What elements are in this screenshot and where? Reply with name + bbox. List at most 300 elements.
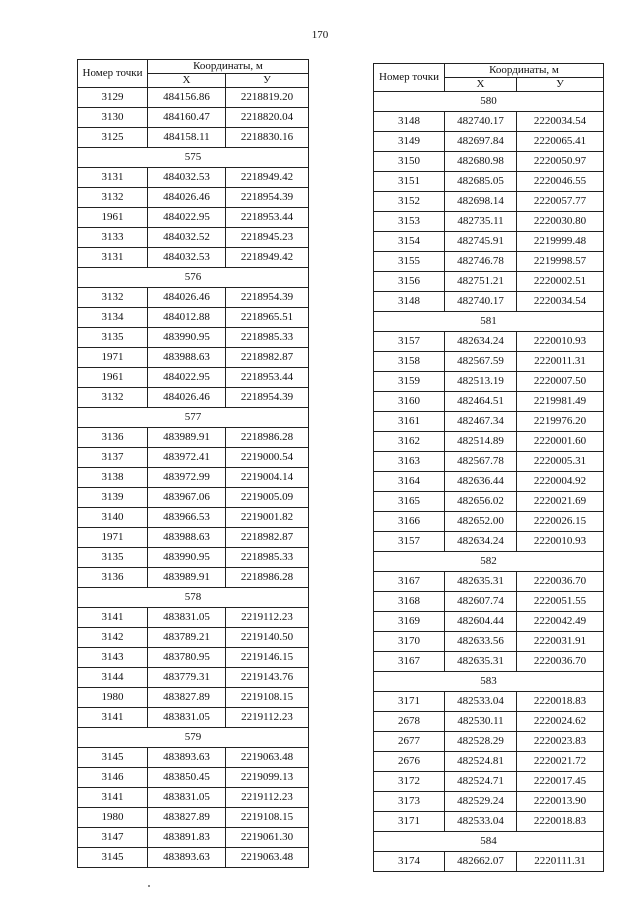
y-coordinate-cell: 2220034.54 xyxy=(517,292,604,312)
coordinates-header: Координаты, м xyxy=(445,64,604,78)
x-coordinate-cell: 482464.51 xyxy=(445,392,517,412)
point-number-cell: 3168 xyxy=(374,592,445,612)
table-row xyxy=(374,512,604,532)
table-row xyxy=(78,768,309,788)
point-number-cell: 1961 xyxy=(78,208,148,228)
point-number-cell: 1971 xyxy=(78,348,148,368)
y-coordinate-cell: 2219004.14 xyxy=(226,468,309,488)
table-row xyxy=(374,292,604,312)
point-number-cell: 3152 xyxy=(374,192,445,212)
y-coordinate-cell: 2220050.97 xyxy=(517,152,604,172)
y-coordinate-cell: 2219112.23 xyxy=(226,788,309,808)
x-header: X xyxy=(445,78,517,92)
point-number-cell: 3141 xyxy=(78,608,148,628)
point-number-cell: 3172 xyxy=(374,772,445,792)
x-coordinate-cell: 482513.19 xyxy=(445,372,517,392)
y-coordinate-cell: 2219099.13 xyxy=(226,768,309,788)
y-coordinate-cell: 2220034.54 xyxy=(517,112,604,132)
y-coordinate-cell: 2220024.62 xyxy=(517,712,604,732)
point-number-cell: 3145 xyxy=(78,848,148,868)
x-coordinate-cell: 482604.44 xyxy=(445,612,517,632)
table-row xyxy=(374,812,604,832)
table-row xyxy=(78,628,309,648)
x-coordinate-cell: 483989.91 xyxy=(148,428,226,448)
point-number-cell: 3171 xyxy=(374,692,445,712)
table-row xyxy=(374,372,604,392)
x-coordinate-cell: 482607.74 xyxy=(445,592,517,612)
x-coordinate-cell: 483972.99 xyxy=(148,468,226,488)
y-coordinate-cell: 2220007.50 xyxy=(517,372,604,392)
table-row xyxy=(78,108,309,128)
y-coordinate-cell: 2220001.60 xyxy=(517,432,604,452)
table-row xyxy=(374,612,604,632)
y-coordinate-cell: 2218985.33 xyxy=(226,328,309,348)
section-number: 584 xyxy=(374,832,604,852)
y-header: У xyxy=(517,78,604,92)
y-coordinate-cell: 2219005.09 xyxy=(226,488,309,508)
x-coordinate-cell: 484026.46 xyxy=(148,388,226,408)
table-row xyxy=(78,188,309,208)
y-coordinate-cell: 2220057.77 xyxy=(517,192,604,212)
point-number-cell: 3131 xyxy=(78,248,148,268)
y-coordinate-cell: 2220018.83 xyxy=(517,812,604,832)
point-number-cell: 1961 xyxy=(78,368,148,388)
coordinates-table-right xyxy=(373,63,604,872)
x-coordinate-cell: 484160.47 xyxy=(148,108,226,128)
y-coordinate-cell: 2219063.48 xyxy=(226,848,309,868)
table-row xyxy=(374,112,604,132)
point-number-cell: 3129 xyxy=(78,88,148,108)
table-row xyxy=(374,232,604,252)
x-coordinate-cell: 482652.00 xyxy=(445,512,517,532)
point-number-cell: 3163 xyxy=(374,452,445,472)
section-number: 579 xyxy=(78,728,309,748)
y-coordinate-cell: 2218820.04 xyxy=(226,108,309,128)
y-coordinate-cell: 2218953.44 xyxy=(226,208,309,228)
y-coordinate-cell: 2218953.44 xyxy=(226,368,309,388)
x-coordinate-cell: 482680.98 xyxy=(445,152,517,172)
point-number-cell: 2677 xyxy=(374,732,445,752)
point-number-cell: 3148 xyxy=(374,292,445,312)
x-coordinate-cell: 482567.78 xyxy=(445,452,517,472)
x-coordinate-cell: 482633.56 xyxy=(445,632,517,652)
point-number-cell: 3173 xyxy=(374,792,445,812)
x-coordinate-cell: 482685.05 xyxy=(445,172,517,192)
x-coordinate-cell: 483891.83 xyxy=(148,828,226,848)
point-number-cell: 3130 xyxy=(78,108,148,128)
table-row xyxy=(78,348,309,368)
table-row xyxy=(374,172,604,192)
table-row xyxy=(374,272,604,292)
table-row xyxy=(78,428,309,448)
point-number-cell: 3170 xyxy=(374,632,445,652)
table-row xyxy=(78,208,309,228)
section-number: 575 xyxy=(78,148,309,168)
y-coordinate-cell: 2220010.93 xyxy=(517,532,604,552)
table-row xyxy=(78,228,309,248)
x-coordinate-cell: 482567.59 xyxy=(445,352,517,372)
section-row xyxy=(78,408,309,428)
x-coordinate-cell: 482529.24 xyxy=(445,792,517,812)
section-row xyxy=(78,728,309,748)
x-coordinate-cell: 482656.02 xyxy=(445,492,517,512)
table-row xyxy=(374,132,604,152)
x-coordinate-cell: 482530.11 xyxy=(445,712,517,732)
y-coordinate-cell: 2220023.83 xyxy=(517,732,604,752)
x-coordinate-cell: 484158.11 xyxy=(148,128,226,148)
x-coordinate-cell: 484032.52 xyxy=(148,228,226,248)
table-row xyxy=(374,492,604,512)
table-row xyxy=(374,352,604,372)
coordinates-table-left xyxy=(77,59,309,868)
point-number-cell: 3155 xyxy=(374,252,445,272)
y-coordinate-cell: 2218965.51 xyxy=(226,308,309,328)
y-coordinate-cell: 2220030.80 xyxy=(517,212,604,232)
x-coordinate-cell: 483827.89 xyxy=(148,808,226,828)
section-number: 583 xyxy=(374,672,604,692)
table-row xyxy=(374,392,604,412)
point-number-cell: 3157 xyxy=(374,332,445,352)
x-coordinate-cell: 483967.06 xyxy=(148,488,226,508)
point-number-cell: 3139 xyxy=(78,488,148,508)
x-header: X xyxy=(148,74,226,88)
section-row xyxy=(374,672,604,692)
point-number-cell: 3144 xyxy=(78,668,148,688)
table-row xyxy=(374,572,604,592)
table-row xyxy=(78,828,309,848)
table-row xyxy=(374,772,604,792)
x-coordinate-cell: 482746.78 xyxy=(445,252,517,272)
point-number-cell: 3141 xyxy=(78,708,148,728)
table-row xyxy=(374,252,604,272)
y-coordinate-cell: 2220026.15 xyxy=(517,512,604,532)
point-number-cell: 3146 xyxy=(78,768,148,788)
point-number-cell: 3138 xyxy=(78,468,148,488)
y-coordinate-cell: 2219112.23 xyxy=(226,608,309,628)
point-number-cell: 3159 xyxy=(374,372,445,392)
table-row xyxy=(374,472,604,492)
y-coordinate-cell: 2219001.82 xyxy=(226,508,309,528)
table-row xyxy=(78,848,309,868)
table-row xyxy=(78,488,309,508)
x-coordinate-cell: 482467.34 xyxy=(445,412,517,432)
table-row xyxy=(78,508,309,528)
point-number-cell: 2678 xyxy=(374,712,445,732)
section-number: 580 xyxy=(374,92,604,112)
y-coordinate-cell: 2220005.31 xyxy=(517,452,604,472)
y-coordinate-cell: 2220017.45 xyxy=(517,772,604,792)
x-coordinate-cell: 482635.31 xyxy=(445,652,517,672)
table-row xyxy=(374,432,604,452)
table-row xyxy=(374,752,604,772)
x-coordinate-cell: 482735.11 xyxy=(445,212,517,232)
point-number-cell: 3162 xyxy=(374,432,445,452)
point-number-cell: 3132 xyxy=(78,288,148,308)
x-coordinate-cell: 483789.21 xyxy=(148,628,226,648)
point-number-cell: 3142 xyxy=(78,628,148,648)
point-number-cell: 3171 xyxy=(374,812,445,832)
point-number-cell: 3135 xyxy=(78,548,148,568)
point-number-cell: 2676 xyxy=(374,752,445,772)
table-row xyxy=(78,288,309,308)
x-coordinate-cell: 483893.63 xyxy=(148,848,226,868)
x-coordinate-cell: 482751.21 xyxy=(445,272,517,292)
y-coordinate-cell: 2219112.23 xyxy=(226,708,309,728)
point-number-cell: 3161 xyxy=(374,412,445,432)
section-row xyxy=(78,588,309,608)
x-coordinate-cell: 483966.53 xyxy=(148,508,226,528)
table-row xyxy=(374,212,604,232)
y-coordinate-cell: 2218982.87 xyxy=(226,348,309,368)
y-coordinate-cell: 2220036.70 xyxy=(517,652,604,672)
table-row xyxy=(374,532,604,552)
y-coordinate-cell: 2219976.20 xyxy=(517,412,604,432)
y-coordinate-cell: 2219108.15 xyxy=(226,808,309,828)
point-number-cell: 3156 xyxy=(374,272,445,292)
y-coordinate-cell: 2219981.49 xyxy=(517,392,604,412)
point-number-cell: 3133 xyxy=(78,228,148,248)
x-coordinate-cell: 482533.04 xyxy=(445,812,517,832)
x-coordinate-cell: 484026.46 xyxy=(148,188,226,208)
table-row xyxy=(78,688,309,708)
x-coordinate-cell: 483972.41 xyxy=(148,448,226,468)
point-number-header: Номер точки xyxy=(78,60,148,88)
y-coordinate-cell: 2219061.30 xyxy=(226,828,309,848)
x-coordinate-cell: 482524.71 xyxy=(445,772,517,792)
x-coordinate-cell: 483779.31 xyxy=(148,668,226,688)
table-row xyxy=(78,88,309,108)
section-row xyxy=(374,92,604,112)
point-number-cell: 3149 xyxy=(374,132,445,152)
x-coordinate-cell: 482634.24 xyxy=(445,532,517,552)
y-coordinate-cell: 2218819.20 xyxy=(226,88,309,108)
point-number-cell: 3140 xyxy=(78,508,148,528)
point-number-cell: 3136 xyxy=(78,568,148,588)
point-number-cell: 1980 xyxy=(78,688,148,708)
y-coordinate-cell: 2219108.15 xyxy=(226,688,309,708)
point-number-cell: 3147 xyxy=(78,828,148,848)
point-number-cell: 3135 xyxy=(78,328,148,348)
table-row xyxy=(78,308,309,328)
section-number: 578 xyxy=(78,588,309,608)
x-coordinate-cell: 482514.89 xyxy=(445,432,517,452)
x-coordinate-cell: 484032.53 xyxy=(148,168,226,188)
y-coordinate-cell: 2218830.16 xyxy=(226,128,309,148)
point-number-cell: 3166 xyxy=(374,512,445,532)
point-number-cell: 3157 xyxy=(374,532,445,552)
x-coordinate-cell: 482524.81 xyxy=(445,752,517,772)
point-number-header: Номер точки xyxy=(374,64,445,92)
table-row xyxy=(78,388,309,408)
table-row xyxy=(374,412,604,432)
point-number-cell: 3136 xyxy=(78,428,148,448)
y-coordinate-cell: 2220046.55 xyxy=(517,172,604,192)
y-coordinate-cell: 2220021.69 xyxy=(517,492,604,512)
table-row xyxy=(78,708,309,728)
y-coordinate-cell: 2218945.23 xyxy=(226,228,309,248)
table-row xyxy=(374,452,604,472)
point-number-cell: 3141 xyxy=(78,788,148,808)
point-number-cell: 3153 xyxy=(374,212,445,232)
y-coordinate-cell: 2219063.48 xyxy=(226,748,309,768)
point-number-cell: 3154 xyxy=(374,232,445,252)
y-coordinate-cell: 2220013.90 xyxy=(517,792,604,812)
table-row xyxy=(374,332,604,352)
table-row xyxy=(78,448,309,468)
section-row xyxy=(374,552,604,572)
point-number-cell: 3158 xyxy=(374,352,445,372)
point-number-cell: 3160 xyxy=(374,392,445,412)
table-row xyxy=(78,468,309,488)
table-row xyxy=(78,128,309,148)
x-coordinate-cell: 484022.95 xyxy=(148,208,226,228)
table-row xyxy=(374,592,604,612)
point-number-cell: 3132 xyxy=(78,188,148,208)
point-number-cell: 3134 xyxy=(78,308,148,328)
table-row xyxy=(78,748,309,768)
table-row xyxy=(78,788,309,808)
y-coordinate-cell: 2218954.39 xyxy=(226,288,309,308)
x-coordinate-cell: 483990.95 xyxy=(148,328,226,348)
section-number: 582 xyxy=(374,552,604,572)
x-coordinate-cell: 482697.84 xyxy=(445,132,517,152)
table-row xyxy=(374,152,604,172)
page-number: 170 xyxy=(311,29,329,41)
point-number-cell: 3150 xyxy=(374,152,445,172)
y-coordinate-cell: 2218986.28 xyxy=(226,568,309,588)
point-number-cell: 3148 xyxy=(374,112,445,132)
point-number-cell: 3125 xyxy=(78,128,148,148)
y-coordinate-cell: 2220031.91 xyxy=(517,632,604,652)
x-coordinate-cell: 482740.17 xyxy=(445,112,517,132)
y-coordinate-cell: 2220051.55 xyxy=(517,592,604,612)
y-coordinate-cell: 2219998.57 xyxy=(517,252,604,272)
point-number-cell: 3164 xyxy=(374,472,445,492)
y-coordinate-cell: 2218986.28 xyxy=(226,428,309,448)
x-coordinate-cell: 482636.44 xyxy=(445,472,517,492)
x-coordinate-cell: 483831.05 xyxy=(148,788,226,808)
x-coordinate-cell: 484022.95 xyxy=(148,368,226,388)
y-coordinate-cell: 2219143.76 xyxy=(226,668,309,688)
x-coordinate-cell: 483827.89 xyxy=(148,688,226,708)
section-row xyxy=(78,148,309,168)
y-header: У xyxy=(226,74,309,88)
section-number: 577 xyxy=(78,408,309,428)
section-number: 576 xyxy=(78,268,309,288)
table-row xyxy=(78,548,309,568)
point-number-cell: 3131 xyxy=(78,168,148,188)
x-coordinate-cell: 483989.91 xyxy=(148,568,226,588)
table-row xyxy=(78,168,309,188)
table-row xyxy=(374,632,604,652)
y-coordinate-cell: 2219140.50 xyxy=(226,628,309,648)
table-row xyxy=(374,652,604,672)
y-coordinate-cell: 2220011.31 xyxy=(517,352,604,372)
x-coordinate-cell: 482745.91 xyxy=(445,232,517,252)
table-row xyxy=(374,792,604,812)
y-coordinate-cell: 2218982.87 xyxy=(226,528,309,548)
table-row xyxy=(374,852,604,872)
point-number-cell: 3174 xyxy=(374,852,445,872)
x-coordinate-cell: 482698.14 xyxy=(445,192,517,212)
x-coordinate-cell: 484026.46 xyxy=(148,288,226,308)
point-number-cell: 3165 xyxy=(374,492,445,512)
x-coordinate-cell: 484032.53 xyxy=(148,248,226,268)
table-row xyxy=(374,732,604,752)
y-coordinate-cell: 2220042.49 xyxy=(517,612,604,632)
y-coordinate-cell: 2220002.51 xyxy=(517,272,604,292)
x-coordinate-cell: 484156.86 xyxy=(148,88,226,108)
y-coordinate-cell: 2219999.48 xyxy=(517,232,604,252)
point-number-cell: 3143 xyxy=(78,648,148,668)
x-coordinate-cell: 483988.63 xyxy=(148,528,226,548)
table-row xyxy=(374,192,604,212)
section-number: 581 xyxy=(374,312,604,332)
table-row xyxy=(78,568,309,588)
section-row xyxy=(374,312,604,332)
y-coordinate-cell: 2220036.70 xyxy=(517,572,604,592)
point-number-cell: 3137 xyxy=(78,448,148,468)
y-coordinate-cell: 2218985.33 xyxy=(226,548,309,568)
y-coordinate-cell: 2220021.72 xyxy=(517,752,604,772)
x-coordinate-cell: 482634.24 xyxy=(445,332,517,352)
y-coordinate-cell: 2220004.92 xyxy=(517,472,604,492)
x-coordinate-cell: 483831.05 xyxy=(148,708,226,728)
table-row xyxy=(78,528,309,548)
x-coordinate-cell: 482528.29 xyxy=(445,732,517,752)
table-row xyxy=(78,648,309,668)
x-coordinate-cell: 482533.04 xyxy=(445,692,517,712)
y-coordinate-cell: 2220018.83 xyxy=(517,692,604,712)
point-number-cell: 3167 xyxy=(374,652,445,672)
table-row xyxy=(78,668,309,688)
x-coordinate-cell: 483988.63 xyxy=(148,348,226,368)
table-row xyxy=(78,328,309,348)
point-number-cell: 1971 xyxy=(78,528,148,548)
x-coordinate-cell: 483850.45 xyxy=(148,768,226,788)
y-coordinate-cell: 2220065.41 xyxy=(517,132,604,152)
point-number-cell: 3132 xyxy=(78,388,148,408)
x-coordinate-cell: 482635.31 xyxy=(445,572,517,592)
table-row xyxy=(78,368,309,388)
table-row xyxy=(374,712,604,732)
coordinates-header: Координаты, м xyxy=(148,60,309,74)
y-coordinate-cell: 2218954.39 xyxy=(226,388,309,408)
scan-artifact xyxy=(148,885,150,887)
point-number-cell: 1980 xyxy=(78,808,148,828)
point-number-cell: 3169 xyxy=(374,612,445,632)
section-row xyxy=(374,832,604,852)
x-coordinate-cell: 483990.95 xyxy=(148,548,226,568)
x-coordinate-cell: 482740.17 xyxy=(445,292,517,312)
y-coordinate-cell: 2218954.39 xyxy=(226,188,309,208)
y-coordinate-cell: 2220111.31 xyxy=(517,852,604,872)
table-row xyxy=(78,248,309,268)
table-row xyxy=(78,608,309,628)
y-coordinate-cell: 2218949.42 xyxy=(226,168,309,188)
point-number-cell: 3145 xyxy=(78,748,148,768)
x-coordinate-cell: 482662.07 xyxy=(445,852,517,872)
y-coordinate-cell: 2220010.93 xyxy=(517,332,604,352)
point-number-cell: 3151 xyxy=(374,172,445,192)
x-coordinate-cell: 483893.63 xyxy=(148,748,226,768)
table-row xyxy=(78,808,309,828)
point-number-cell: 3167 xyxy=(374,572,445,592)
y-coordinate-cell: 2219146.15 xyxy=(226,648,309,668)
table-row xyxy=(374,692,604,712)
section-row xyxy=(78,268,309,288)
x-coordinate-cell: 483780.95 xyxy=(148,648,226,668)
